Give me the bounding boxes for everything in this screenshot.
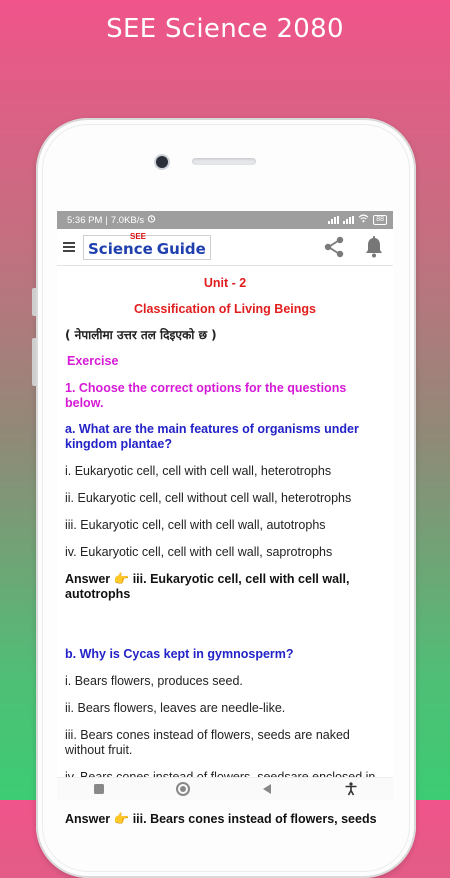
signal-icon-2 (343, 216, 354, 224)
volume-up-button (32, 288, 36, 316)
volume-down-button (32, 338, 36, 386)
chapter-title: Classification of Living Beings (134, 302, 316, 316)
menu-icon[interactable] (63, 242, 75, 252)
exercise-heading: Exercise (67, 354, 119, 368)
answer-label: Answer (65, 572, 111, 586)
answer-b (65, 812, 385, 827)
nepali-note: ( नेपालीमा उत्तर तल दिइएको छ ) (65, 328, 217, 342)
answer-b-text: iii. Bears cones instead of flowers, seeds (132, 812, 377, 826)
status-bar (57, 211, 393, 229)
question-b: b. Why is Cycas kept in gymnosperm? (65, 647, 294, 661)
option-a-3: iii. Eukaryotic cell, cell with cell wall, autotrophs (65, 518, 326, 532)
answer-a-text: iii. Eukaryotic cell, cell with cell wall, autotrophs (65, 572, 350, 601)
app-toolbar (57, 229, 393, 266)
status-speed: 7.0KB/s (110, 214, 145, 226)
option-a-2: ii. Eukaryotic cell, cell without cell wall, heterotrophs (65, 491, 352, 505)
pointing-hand-icon: 👉 (113, 572, 130, 586)
square-icon[interactable] (79, 779, 119, 799)
wifi-icon (358, 214, 369, 226)
earpiece-speaker (192, 158, 256, 165)
question-group-heading: 1. Choose the correct options for the questions below. (65, 381, 347, 410)
front-camera (156, 156, 168, 168)
alarm-icon (147, 214, 156, 226)
answer-a (65, 572, 385, 602)
option-b-2: ii. Bears flowers, leaves are needle-like. (65, 701, 286, 715)
status-separator: | (105, 214, 108, 226)
status-time: 5:36 PM (67, 214, 103, 226)
option-b-1: i. Bears flowers, produces seed. (65, 674, 243, 688)
accessibility-icon[interactable] (331, 779, 371, 799)
question-a: a. What are the main features of organisms under kingdom plantae? (65, 422, 359, 451)
share-icon[interactable] (321, 234, 347, 260)
lesson-content (57, 276, 393, 827)
bell-icon[interactable] (361, 234, 387, 260)
pointing-hand-icon: 👉 (113, 812, 130, 826)
phone-screen (57, 211, 393, 826)
triangle-icon[interactable] (247, 779, 287, 799)
app-logo (83, 231, 211, 260)
option-a-1: i. Eukaryotic cell, cell with cell wall, heterotrophs (65, 464, 332, 478)
logo-science-text: Science (88, 239, 153, 258)
option-b-3: iii. Bears cones instead of flowers, seeds are naked without fruit. (65, 728, 350, 757)
answer-label: Answer (65, 812, 111, 826)
circle-icon[interactable] (163, 779, 203, 799)
unit-title: Unit - 2 (203, 276, 247, 290)
logo-see-text: SEE (130, 231, 147, 241)
option-a-4: iv. Eukaryotic cell, cell with cell wall, saprotrophs (65, 545, 333, 559)
system-nav-bar (57, 777, 393, 800)
promo-banner-title: SEE Science 2080 (106, 14, 344, 44)
battery-icon: 88 (373, 215, 387, 225)
signal-icon (328, 216, 339, 224)
logo-guide-text: Guide (156, 239, 206, 258)
